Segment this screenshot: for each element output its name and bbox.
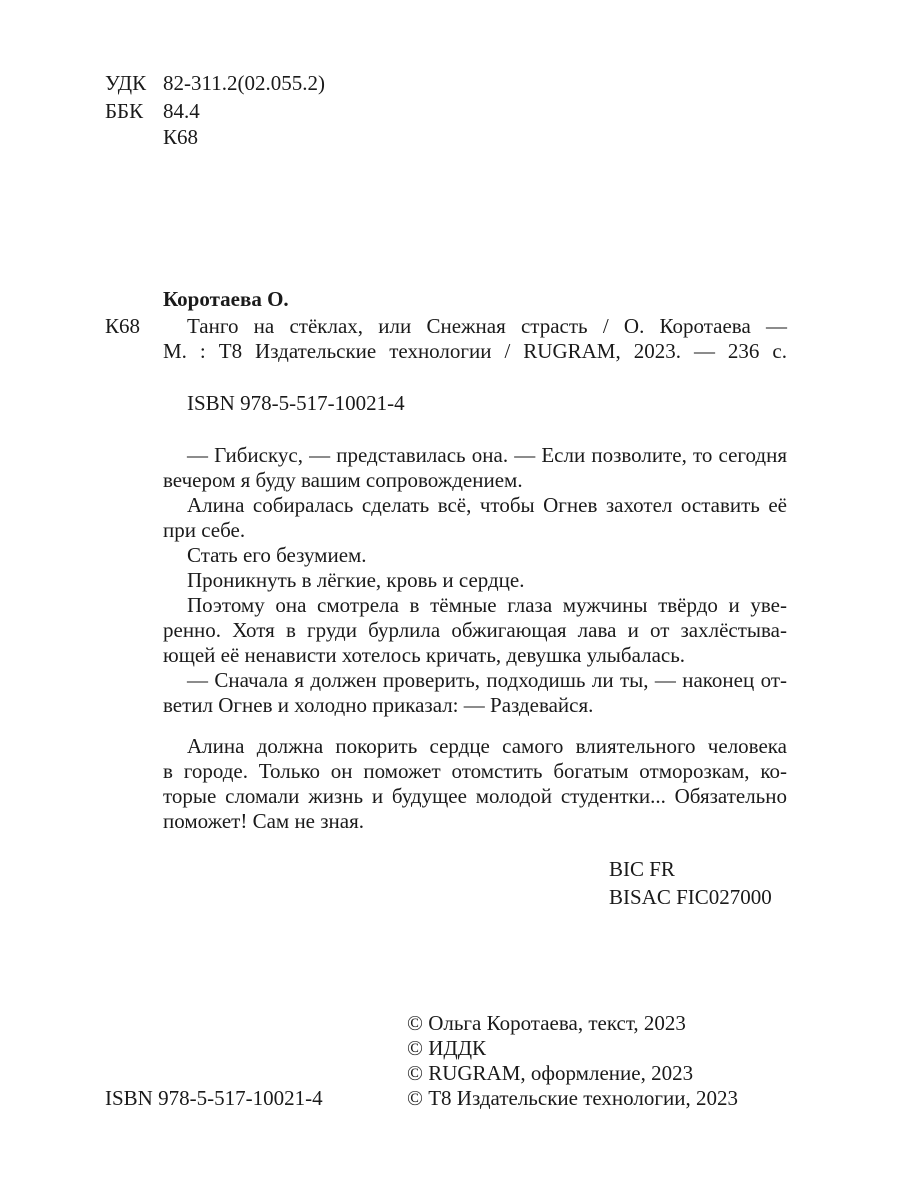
- annotation: [163, 734, 787, 834]
- catalog-author: Коротаева О.: [163, 287, 289, 311]
- udk-label: УДК: [105, 71, 147, 95]
- excerpt-line: ветил Огнев и холодно приказал: — Раздевайся.: [163, 693, 594, 717]
- bisac-code: BISAC FIC027000: [609, 885, 772, 909]
- footer-isbn: ISBN 978-5-517-10021-4: [105, 1086, 323, 1110]
- excerpt-line: — Гибискус, — представилась она. — Если позволите, то сегодня: [187, 443, 787, 467]
- catalog-mark: К68: [105, 314, 141, 338]
- subject-codes: [609, 857, 772, 910]
- excerpt-line: Стать его безумием.: [187, 543, 367, 567]
- author-mark: К68: [163, 125, 199, 149]
- annotation-line: Алина должна покорить сердце самого влиятельного человека: [187, 734, 787, 758]
- udk-value: 82-311.2(02.055.2): [163, 71, 325, 95]
- excerpt-line: ющей её ненависти хотелось кричать, девушка улыбалась.: [163, 643, 686, 667]
- bbk-label: ББК: [105, 99, 144, 123]
- catalog-description: [163, 314, 787, 364]
- copyright-block: [407, 1011, 738, 1111]
- catalog-isbn: ISBN 978-5-517-10021-4: [187, 391, 405, 415]
- annotation-line: в городе. Только он поможет отомстить богатым отморозкам, ко-: [163, 759, 787, 783]
- catalog-line: Танго на стёклах, или Снежная страсть / О. Коротаева —: [187, 314, 787, 338]
- bbk-value: 84.4: [163, 99, 200, 123]
- copyright-line: © ИДДК: [407, 1036, 487, 1060]
- copyright-line: © RUGRAM, оформление, 2023: [407, 1061, 694, 1085]
- excerpt-line: Поэтому она смотрела в тёмные глаза мужчины твёрдо и уве-: [187, 593, 787, 617]
- annotation-line: торые сломали жизнь и будущее молодой студентки... Обязательно: [163, 784, 787, 808]
- excerpt-line: Проникнуть в лёгкие, кровь и сердце.: [187, 568, 525, 592]
- excerpt-line: вечером я буду вашим сопровождением.: [163, 468, 523, 492]
- excerpt-line: Алина собиралась сделать всё, чтобы Огнев захотел оставить её: [187, 493, 787, 517]
- catalog-line: М. : Т8 Издательские технологии / RUGRAM, 2023. — 236 с.: [163, 339, 787, 363]
- copyright-line: © Ольга Коротаева, текст, 2023: [407, 1011, 686, 1035]
- excerpt-line: — Сначала я должен проверить, подходишь ли ты, — наконец от-: [187, 668, 787, 692]
- excerpt-line: при себе.: [163, 518, 246, 542]
- excerpt-line: ренно. Хотя в груди бурлила обжигающая лава и от захлёстыва-: [163, 618, 787, 642]
- copyright-line: © Т8 Издательские технологии, 2023: [407, 1086, 738, 1110]
- excerpt: [163, 443, 787, 718]
- bic-code: BIC FR: [609, 857, 675, 881]
- annotation-line: поможет! Сам не зная.: [163, 809, 365, 833]
